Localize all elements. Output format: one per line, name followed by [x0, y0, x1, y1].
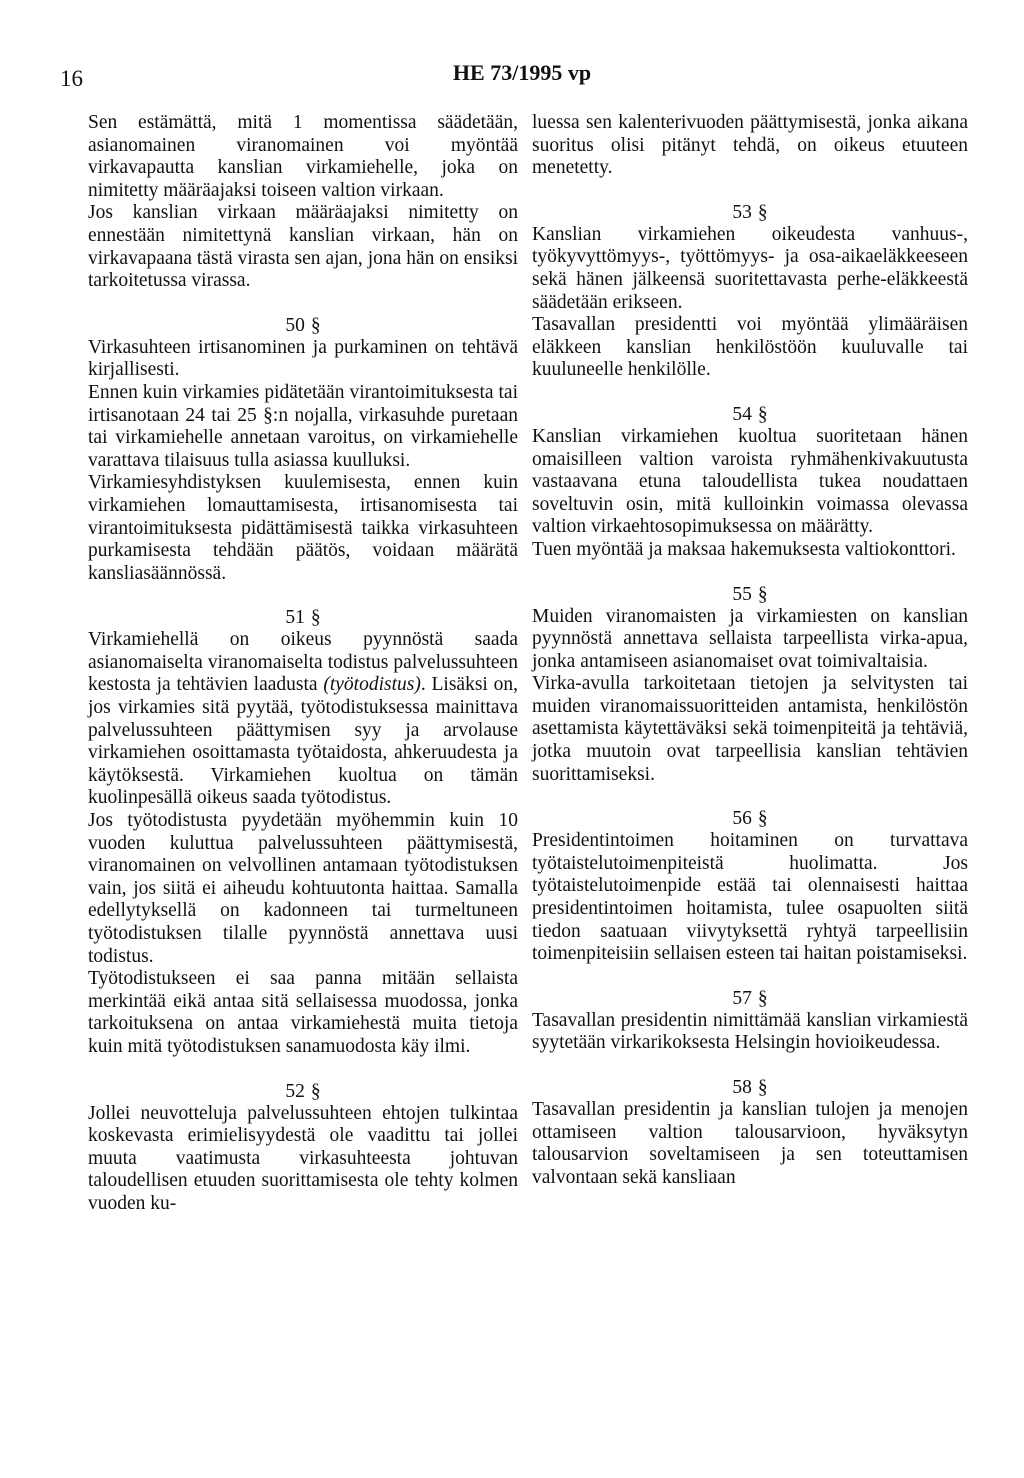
section-heading-50 — [88, 315, 518, 337]
section-number: 50 — [285, 314, 305, 336]
section-number: 57 — [732, 987, 752, 1009]
left-column — [88, 112, 518, 1216]
paragraph: Virka-avulla tarkoitetaan tietojen ja selvitysten tai muiden viranomaissuoritteiden antamista, henkilöstön asettamista käytettäväksi sekä toimenpiteitä ja tehtäviä, jotka muutoin ovat tarpeellisia kanslian tehtävien suorittamiseksi. — [532, 673, 968, 785]
section-symbol: § — [757, 583, 768, 605]
right-column — [532, 112, 968, 1189]
section-symbol: § — [310, 1080, 321, 1102]
section-heading-57 — [532, 988, 968, 1010]
paragraph: Jos työtodistusta pyydetään myöhemmin kuin 10 vuoden kuluttua palvelussuhteen päättymisestä, viranomainen on velvollinen antamaan työtodistuksen vain, jos siitä ei aiheudu kohtuutonta haittaa. Samalla edellytyksellä on kadonneen tai turmeltuneen työtodistuksen tilalle pyynnöstä annettava uusi todistus. — [88, 810, 518, 967]
section-number: 52 — [285, 1080, 305, 1102]
section-symbol: § — [310, 314, 321, 336]
section-number: 51 — [285, 607, 305, 629]
paragraph: Tuen myöntää ja maksaa hakemuksesta valtiokonttori. — [532, 538, 956, 560]
paragraph: Ennen kuin virkamies pidätetään virantoimituksesta tai irtisanotaan 24 tai 25 §:n nojalla, virkasuhde puretaan tai virkamiehelle annetaan varoitus, on virkamiehelle varattava tilaisuus tulla asiassa kuulluksi. — [88, 381, 518, 471]
italic-term: (työtodistus) — [323, 674, 421, 696]
paragraph: Kanslian virkamiehen oikeudesta vanhuus-, työkyvyttömyys-, työttömyys- ja osa-aikaeläkkeeseen sekä hänen jälkeensä suoritettavasta perhe-eläkkeestä säädetään erikseen. — [532, 223, 968, 313]
section-symbol: § — [310, 607, 321, 629]
section-number: 58 — [732, 1077, 752, 1098]
section-heading-51 — [88, 607, 518, 629]
section-heading-55 — [532, 584, 968, 606]
section-number: 54 — [732, 403, 752, 425]
section-heading-53 — [532, 202, 968, 224]
section-number: 55 — [732, 583, 752, 605]
section-heading-52 — [88, 1081, 518, 1103]
section-heading-56 — [532, 808, 968, 830]
paragraph: Jos kanslian virkaan määräajaksi nimitetty on ennestään nimitettynä kanslian virkaan, hän on virkavapaana tästä virasta sen ajan, jona hän on ensiksi tarkoitetussa virassa. — [88, 202, 518, 292]
section-heading-58 — [532, 1077, 968, 1099]
section-symbol: § — [757, 1077, 768, 1098]
paragraph: Jollei neuvotteluja palvelussuhteen ehtojen tulkintaa koskevasta erimielisyydestä ole vaadittu tai jollei muuta vaatimusta virkasuhteesta johtuvan taloudellisen etuuden suorittamisesta ole tehty kolmen vuoden ku- — [88, 1102, 518, 1214]
section-symbol: § — [757, 403, 768, 425]
paragraph: Virkasuhteen irtisanominen ja purkaminen on tehtävä kirjallisesti. — [88, 336, 518, 381]
text-run: Virkamiehellä on oikeus pyynnöstä saada asianomaiselta viranomaiselta todistus palvelussuhteen kestosta ja tehtävien laadusta — [88, 629, 518, 696]
paragraph: Tasavallan presidentti voi myöntää ylimääräisen eläkkeen kanslian henkilöstöön kuuluvalle tai kuuluneelle henkilölle. — [532, 314, 968, 381]
paragraph: Sen estämättä, mitä 1 momentissa säädetään, asianomainen viranomainen voi myöntää virkavapautta kanslian virkamiehelle, joka on nimitetty määräajaksi toiseen valtion virkaan. — [88, 112, 518, 201]
section-number: 53 — [732, 201, 752, 223]
page-number: 16 — [60, 66, 83, 91]
paragraph: Työtodistukseen ei saa panna mitään sellaista merkintää eikä antaa sitä sellaisessa muodossa, jonka tarkoituksena on antaa virkamiehestä muita tietoja kuin mitä työtodistuksen sanamuodosta käy ilmi. — [88, 968, 518, 1057]
paragraph: luessa sen kalenterivuoden päättymisestä, jonka aikana suoritus olisi pitänyt tehdä, on oikeus etuuteen menetetty. — [532, 112, 968, 179]
section-heading-54 — [532, 404, 968, 426]
paragraph — [88, 629, 518, 810]
paragraph: Muiden viranomaisten ja virkamiesten on kanslian pyynnöstä annettava sellaista tarpeellista virka-apua, jonka antamiseen asianomaiset ovat toimivaltaisia. — [532, 605, 968, 672]
section-symbol: § — [757, 987, 768, 1009]
paragraph: Tasavallan presidentin ja kanslian tulojen ja menojen ottamiseen valtion talousarvioon, hyväksytyn talousarvion soveltamiseen ja sen toteuttamisen valvontaan sekä kansliaan — [532, 1099, 968, 1188]
paragraph: Virkamiesyhdistyksen kuulemisesta, ennen kuin virkamiehen lomauttamisesta, irtisanomisesta tai virantoimituksesta pidättämisestä taikka virkasuhteen purkamisesta tehdään päätös, voidaan määrätä kansliasäännössä. — [88, 472, 518, 584]
paragraph: Kanslian virkamiehen kuoltua suoritetaan hänen omaisilleen valtion varoista ryhmähenkivakuutusta vastaavana etuna taloudellista tukea noudattaen soveltuvin osin, mitä kulloinkin voimassa olevassa valtion virkaehtosopimuksessa on määrätty. — [532, 425, 968, 538]
section-symbol: § — [757, 808, 768, 830]
page-header-title: HE 73/1995 vp — [452, 60, 592, 85]
paragraph: Presidentintoimen hoitaminen on turvattava työtaistelutoimenpiteistä huolimatta. Jos työtaistelutoimenpide estää tai olennaisesti haittaa presidentintoimen hoitamista, tulee osapuolten siitä tiedon saatuaan viivytyksettä ryhtyä tarpeellisiin toimenpiteisiin sellaisen esteen tai haitan poistamiseksi. — [532, 830, 968, 965]
paragraph: Tasavallan presidentin nimittämää kanslian virkamiestä syytetään virkarikoksesta Helsingin hovioikeudessa. — [532, 1009, 968, 1054]
section-number: 56 — [732, 808, 752, 830]
text-run: . Lisäksi on, jos virkamies sitä pyytää, työtodistuksessa mainittava palvelussuhteen päättymisen syy ja arvolause virkamiehen osoittamasta työtaidosta, ahkeruudesta ja käytöksestä. Virkamiehen kuoltua on tämän kuolinpesällä oikeus saada työtodistus. — [88, 674, 518, 809]
section-symbol: § — [757, 201, 768, 223]
